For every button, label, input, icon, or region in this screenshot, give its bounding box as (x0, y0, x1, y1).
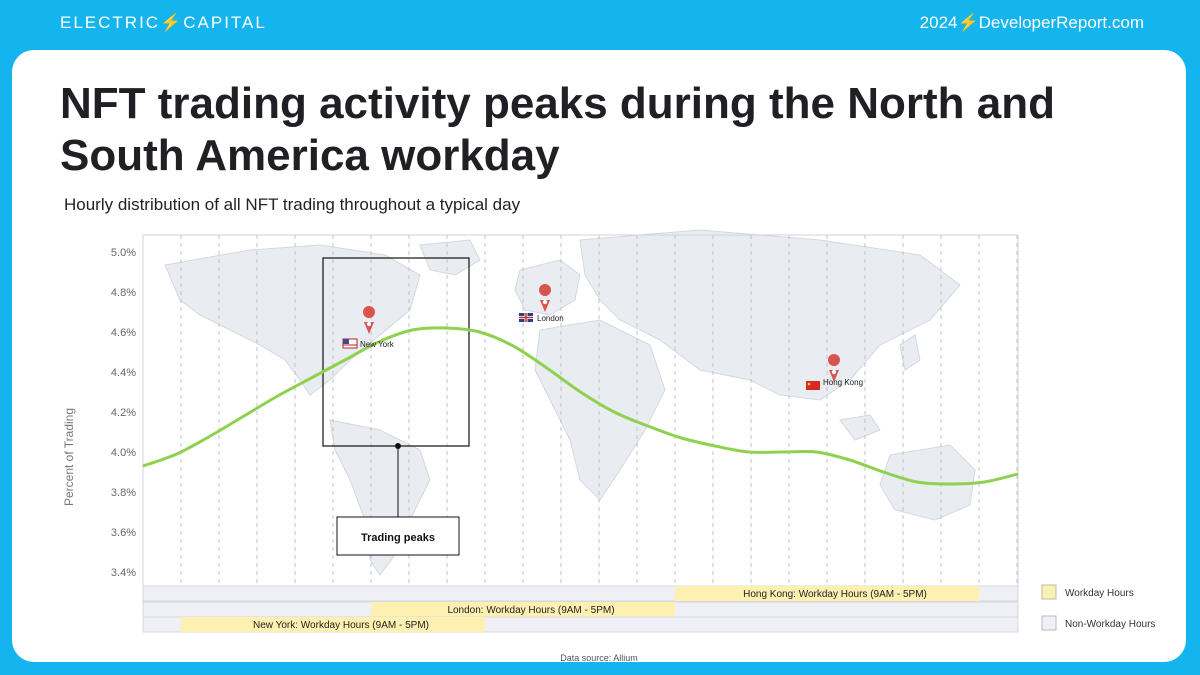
legend-nonworkday-swatch (1042, 616, 1056, 630)
page-title: NFT trading activity peaks during the North and South America workday (60, 79, 1055, 180)
city-label-london: London (537, 314, 564, 323)
y-axis-label: Percent of Trading (62, 407, 76, 507)
legend (1042, 585, 1155, 630)
y-tick-label: 4.8% (110, 287, 136, 299)
y-tick-label: 5.0% (110, 247, 136, 259)
cn-flag-icon (806, 381, 820, 390)
y-tick-label: 3.8% (110, 487, 136, 499)
workday-bands (143, 586, 1018, 632)
y-axis-ticks (111, 247, 136, 579)
legend-workday-label: Workday Hours (1065, 588, 1134, 599)
city-label-new-york: New York (360, 340, 394, 349)
city-label-hong-kong: Hong Kong (823, 378, 864, 387)
y-tick-label: 3.6% (110, 527, 136, 539)
y-tick-label: 4.2% (110, 407, 136, 419)
workday-band-label: Hong Kong: Workday Hours (9AM - 5PM) (743, 589, 927, 600)
site-link[interactable]: 2024⚡DeveloperReport.com (919, 13, 1144, 32)
annotation-dot (395, 443, 401, 449)
brand-logo: ELECTRIC⚡CAPITAL (60, 13, 267, 32)
data-source: Data source: Allium (560, 653, 638, 663)
y-tick-label: 4.0% (110, 447, 136, 459)
workday-band-label: New York: Workday Hours (9AM - 5PM) (253, 620, 429, 631)
y-tick-label: 3.4% (110, 567, 136, 579)
annotation-label: Trading peaks (361, 532, 435, 544)
y-tick-label: 4.6% (110, 327, 136, 339)
legend-nonworkday-label: Non-Workday Hours (1065, 619, 1156, 630)
y-tick-label: 4.4% (110, 367, 136, 379)
workday-band-label: London: Workday Hours (9AM - 5PM) (447, 605, 615, 616)
chart-subtitle: Hourly distribution of all NFT trading throughout a typical day (64, 195, 521, 214)
legend-workday-swatch (1042, 585, 1056, 599)
world-map-background (165, 230, 975, 575)
